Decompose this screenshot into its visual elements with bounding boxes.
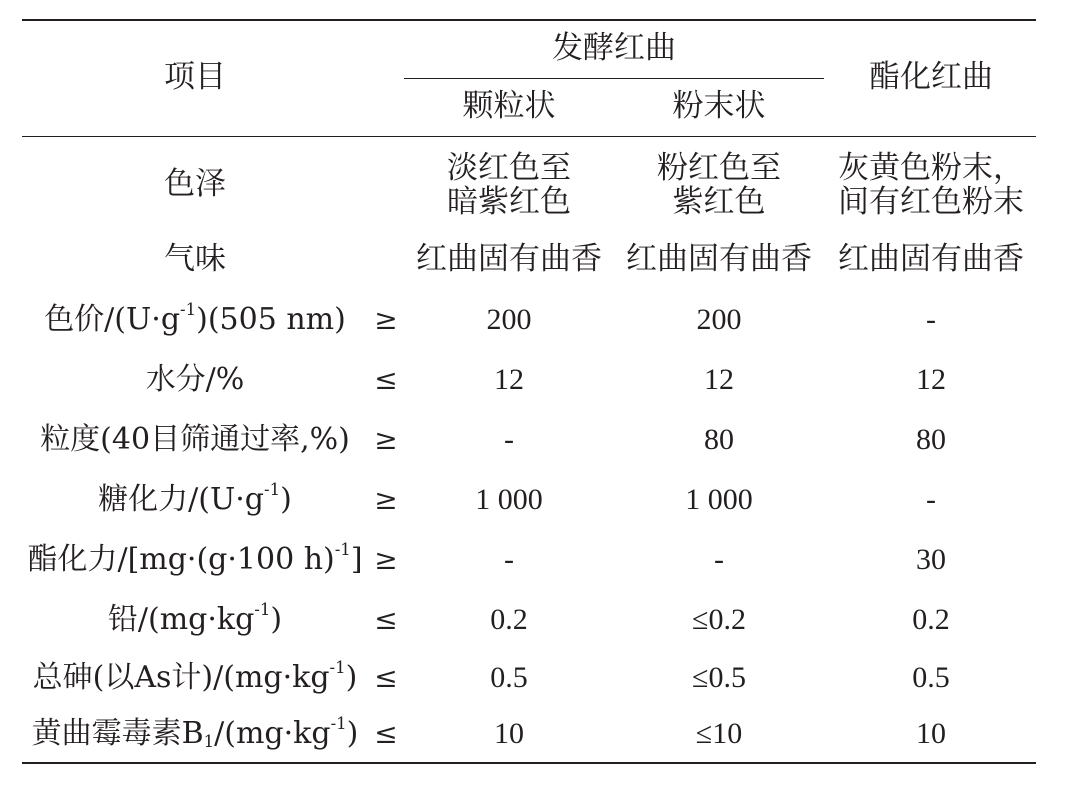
row-granular: - — [504, 542, 514, 576]
label-text: 酯化力/[mg·(g·100 h)$^{-1}$] — [27, 539, 363, 577]
row-powder: 红曲固有曲香 — [626, 241, 812, 278]
esterified-text: 灰黄色粉末， 间有红色粉末 — [838, 149, 1024, 220]
row-label: 气味 — [164, 241, 226, 278]
row-powder: 1 000 — [685, 482, 753, 516]
row-granular: 12 — [494, 362, 524, 396]
row-powder: 200 — [696, 302, 742, 336]
row-granular: 红曲固有曲香 — [416, 241, 602, 278]
header-esterified: 酯化红曲 — [869, 59, 993, 96]
row-powder: 12 — [704, 362, 734, 396]
row-symbol: ≤ — [374, 716, 398, 750]
group-underline — [404, 78, 824, 79]
row-esterified: - — [926, 302, 936, 336]
row-esterified — [826, 140, 1036, 230]
header-item: 项目 — [164, 59, 226, 96]
row-label — [22, 650, 368, 706]
row-esterified: 红曲固有曲香 — [838, 241, 1024, 278]
row-symbol: ≤ — [374, 602, 398, 636]
row-esterified: 30 — [916, 542, 946, 576]
header-granular: 颗粒状 — [462, 88, 556, 125]
header-bottom-rule — [22, 136, 1036, 137]
row-granular: 1 000 — [475, 482, 543, 516]
label-text: 黄曲霉毒素$B_1/(mg\cdot kg^{-1})$ — [31, 713, 359, 751]
row-symbol: ≥ — [374, 542, 398, 576]
label-text: 总砷(以As计)$/(mg\cdot kg^{-1})$ — [32, 657, 358, 695]
bottom-rule — [22, 762, 1036, 764]
row-granular — [404, 140, 614, 230]
row-label: 粒度(40目筛通过率,%) — [40, 421, 350, 457]
row-granular: 10 — [494, 716, 524, 750]
row-symbol: ≥ — [374, 302, 398, 336]
row-label — [22, 706, 368, 762]
row-label: 水分/% — [145, 361, 245, 397]
row-symbol: ≤ — [374, 362, 398, 396]
row-label — [22, 470, 368, 530]
row-symbol: ≥ — [374, 422, 398, 456]
row-symbol: ≤ — [374, 660, 398, 694]
row-label — [22, 290, 368, 350]
row-symbol: ≥ — [374, 482, 398, 516]
row-esterified: 0.5 — [912, 660, 950, 694]
header-powder: 粉末状 — [672, 88, 766, 125]
row-label — [22, 590, 368, 650]
row-granular: 200 — [486, 302, 532, 336]
row-label: 色泽 — [164, 166, 226, 203]
row-granular: 0.2 — [490, 602, 528, 636]
row-powder — [614, 140, 824, 230]
row-powder: ≤0.2 — [692, 602, 746, 636]
row-esterified: 12 — [916, 362, 946, 396]
row-powder: 80 — [704, 422, 734, 456]
granular-text: 淡红色至 暗紫红色 — [447, 149, 571, 220]
row-powder: - — [714, 542, 724, 576]
row-esterified: 0.2 — [912, 602, 950, 636]
powder-text: 粉红色至 紫红色 — [657, 149, 781, 220]
row-granular: - — [504, 422, 514, 456]
header-fermented: 发酵红曲 — [552, 30, 676, 67]
row-esterified: 10 — [916, 716, 946, 750]
top-rule — [22, 19, 1036, 21]
row-esterified: - — [926, 482, 936, 516]
label-text: 色价$/(U\cdot g^{-1})(505$ nm) — [44, 299, 346, 337]
label-text: 铅$/(mg\cdot kg^{-1})$ — [107, 599, 283, 637]
row-granular: 0.5 — [490, 660, 528, 694]
label-text: 糖化力$/(U\cdot g^{-1})$ — [98, 479, 292, 517]
row-powder: ≤0.5 — [692, 660, 746, 694]
row-label — [22, 530, 368, 590]
row-powder: ≤10 — [695, 716, 743, 750]
row-esterified: 80 — [916, 422, 946, 456]
